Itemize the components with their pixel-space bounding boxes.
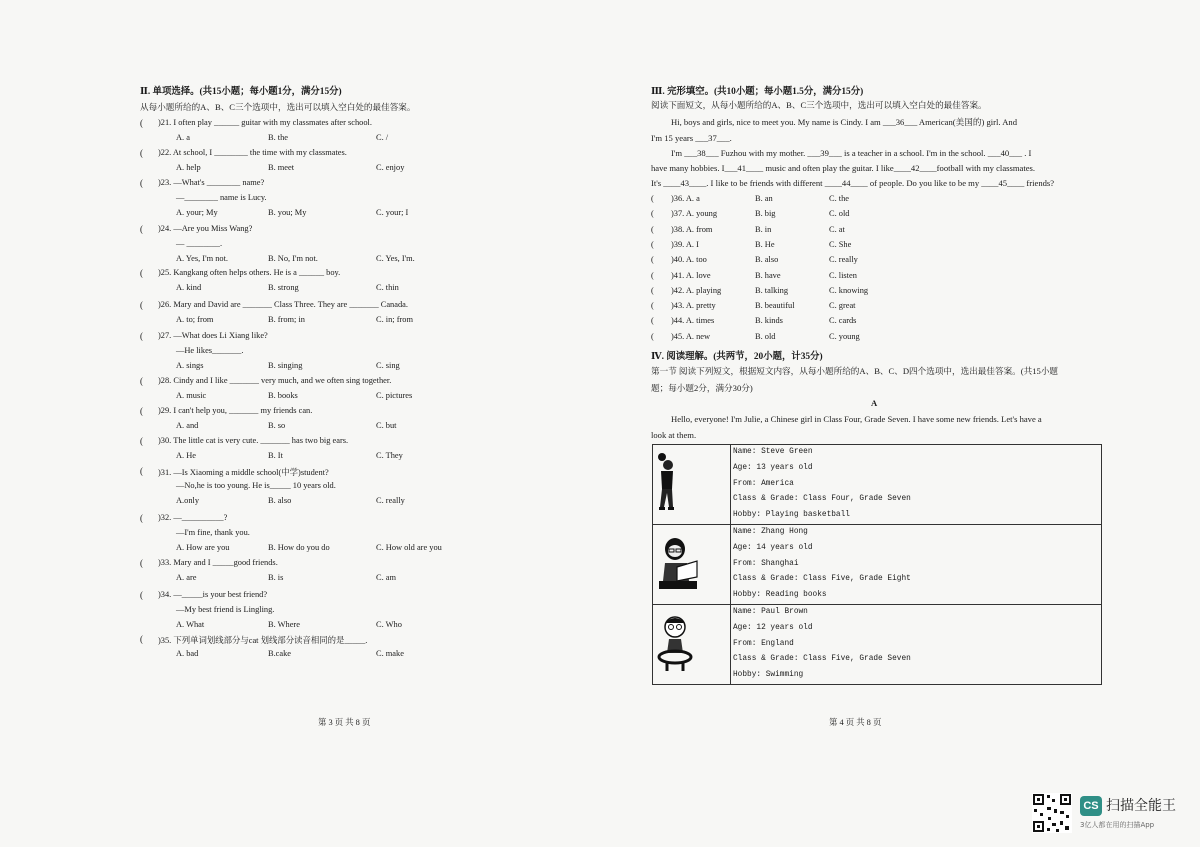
question-stem-line-2: —I'm fine, thank you. <box>176 528 250 537</box>
option-c: C. am <box>376 573 397 582</box>
passage-line-4: have many hobbies. I___41____ music and often play the guitar. I like____42____football with my classmates. <box>651 163 1036 173</box>
answer-paren[interactable]: ( <box>140 558 143 568</box>
cloze-option-b: B. also <box>755 255 779 265</box>
question-stem: )28. Cindy and I like _______ very much, and we often sing together. <box>158 376 392 385</box>
answer-paren[interactable]: ( <box>651 285 654 295</box>
profile-class: Class & Grade: Class Five, Grade Eight <box>733 575 911 584</box>
option-c: C. thin <box>376 283 399 292</box>
question-stem: )32. —__________? <box>158 513 228 522</box>
option-b: B. No, I'm not. <box>268 254 318 263</box>
cloze-option-a: )42. A. playing <box>671 285 722 295</box>
answer-paren[interactable]: ( <box>651 316 654 326</box>
answer-paren[interactable]: ( <box>140 331 143 341</box>
camscanner-name: 扫描全能王 <box>1106 798 1176 814</box>
question-stem: )31. —Is Xiaoming a middle school(中学)student? <box>158 468 329 477</box>
profiles-table <box>652 444 1102 685</box>
option-b: B. books <box>268 391 298 400</box>
profile-name: Name: Paul Brown <box>733 607 808 616</box>
question-stem: )27. —What does Li Xiang like? <box>158 331 268 340</box>
reading-intro-2: look at them. <box>651 430 697 440</box>
cloze-option-b: B. beautiful <box>755 301 795 311</box>
option-b: B. It <box>268 451 283 460</box>
option-c: C. make <box>376 649 404 658</box>
option-a: A. kind <box>176 283 202 292</box>
passage-line-2: I'm 15 years ___37___. <box>651 133 732 143</box>
reading-girl-icon <box>655 537 701 597</box>
cloze-option-b: B. an <box>755 194 773 203</box>
scanner-watermark <box>1032 793 1182 833</box>
profile-hobby: Hobby: Swimming <box>733 671 804 680</box>
passage-line-1: Hi, boys and girls, nice to meet you. My name is Cindy. I am ___36___ American(美国的) girl. And <box>671 117 1018 127</box>
cloze-option-a: )45. A. new <box>671 331 711 341</box>
option-c: C. enjoy <box>376 163 405 172</box>
answer-paren[interactable]: ( <box>651 239 654 249</box>
answer-paren[interactable]: ( <box>140 300 143 310</box>
answer-paren[interactable]: ( <box>651 224 654 234</box>
option-a: A. music <box>176 391 207 400</box>
section-3-instruction: 阅读下面短文，从每小题所给的A、B、C三个选项中，选出可以填入空白处的最佳答案。 <box>651 100 987 110</box>
swimmer-icon <box>657 613 697 675</box>
answer-paren[interactable]: ( <box>651 194 654 203</box>
reading-intro-1: Hello, everyone! I'm Julie, a Chinese girl in Class Four, Grade Seven. I have some new friends. Let's have a <box>671 414 1042 424</box>
option-c: C. sing <box>376 361 400 370</box>
option-c: C. in; from <box>376 315 413 324</box>
option-b: B. How do you do <box>268 543 330 552</box>
answer-paren[interactable]: ( <box>140 148 143 158</box>
option-a: A. help <box>176 163 201 172</box>
passage-line-5: It's ____43____. I like to be friends with different ____44____ of people. Do you like to be my ____45____ friends? <box>651 178 1055 188</box>
option-c: C. but <box>376 421 397 430</box>
question-stem: )22. At school, I ________ the time with my classmates. <box>158 148 347 157</box>
cloze-option-c: C. great <box>829 301 856 311</box>
option-c: C. How old are you <box>376 543 442 552</box>
option-a: A. How are you <box>176 543 230 552</box>
answer-paren[interactable]: ( <box>651 301 654 311</box>
option-c: C. pictures <box>376 391 413 400</box>
camscanner-tagline: 3亿人都在用的扫描App <box>1080 821 1155 829</box>
cloze-option-b: B. He <box>755 239 775 249</box>
option-b: B. also <box>268 496 292 505</box>
question-stem: )24. —Are you Miss Wang? <box>158 224 253 233</box>
qr-code-icon <box>1032 793 1072 833</box>
profile-picture-cell <box>653 445 731 525</box>
option-a: A. a <box>176 133 190 142</box>
profile-name: Name: Zhang Hong <box>733 527 808 536</box>
cloze-option-a: )37. A. young <box>671 209 718 219</box>
profile-from: From: Shanghai <box>733 559 799 568</box>
question-stem: )34. —_____is your best friend? <box>158 590 268 599</box>
question-stem: )23. —What's ________ name? <box>158 178 265 187</box>
answer-paren[interactable]: ( <box>651 270 654 280</box>
answer-paren[interactable]: ( <box>140 436 143 446</box>
profile-hobby: Hobby: Playing basketball <box>733 511 850 520</box>
cloze-option-b: B. big <box>755 209 776 219</box>
question-stem: )26. Mary and David are _______ Class Three. They are _______ Canada. <box>158 300 408 309</box>
option-b: B. meet <box>268 163 295 172</box>
option-b: B. so <box>268 421 286 430</box>
question-stem-line-2: —He likes_______. <box>176 346 244 355</box>
passage-line-3: I'm ___38___ Fuzhou with my mother. ___39___ is a teacher in a school. I'm in the school. ___40___ . I <box>671 148 1032 158</box>
cloze-option-b: B. talking <box>755 285 789 295</box>
option-b: B.cake <box>268 649 292 658</box>
basketball-player-icon <box>653 451 683 521</box>
option-a: A. He <box>176 451 197 460</box>
cloze-option-a: )43. A. pretty <box>671 301 716 311</box>
cloze-option-c: C. She <box>829 239 852 249</box>
option-a: A. are <box>176 573 197 582</box>
option-c: C. Who <box>376 620 402 629</box>
profile-picture-cell <box>653 604 731 684</box>
section-2-title: Ⅱ. 单项选择。(共15小题；每小题1分，满分15分) <box>140 87 342 97</box>
page-footer-4: 第 4 页 共 8 页 <box>829 718 882 727</box>
option-a: A. What <box>176 620 205 629</box>
option-b: B. the <box>268 133 289 142</box>
option-a: A.only <box>176 496 200 505</box>
question-stem: )25. Kangkang often helps others. He is a ______ boy. <box>158 268 341 277</box>
option-b: B. singing <box>268 361 303 370</box>
answer-paren[interactable]: ( <box>140 590 143 600</box>
answer-paren[interactable]: ( <box>651 331 654 341</box>
answer-paren[interactable]: ( <box>140 178 143 188</box>
question-stem: )33. Mary and I _____good friends. <box>158 558 278 567</box>
cloze-option-c: C. at <box>829 224 845 234</box>
option-b: B. from; in <box>268 315 305 324</box>
answer-paren[interactable]: ( <box>140 376 143 386</box>
question-stem: )21. I often play ______ guitar with my classmates after school. <box>158 118 372 127</box>
option-a: A. Yes, I'm not. <box>176 254 228 263</box>
option-a: A. and <box>176 421 199 430</box>
profile-age: Age: 12 years old <box>733 623 813 632</box>
answer-paren[interactable]: ( <box>140 268 143 278</box>
cloze-option-c: C. cards <box>829 316 857 326</box>
option-a: A. sings <box>176 361 204 370</box>
section-4-title: Ⅳ. 阅读理解。(共两节，20小题，计35分) <box>651 352 823 362</box>
answer-paren[interactable]: ( <box>140 513 143 523</box>
option-c: C. They <box>376 451 403 460</box>
profile-info-cell <box>731 604 1102 684</box>
cloze-option-a: )38. A. from <box>671 224 713 234</box>
section-4-instruction-1: 第一节 阅读下列短文，根据短文内容，从每小题所给的A、B、C、D四个选项中，选出最佳答案。(共15小题 <box>651 366 1059 376</box>
cloze-option-c: C. really <box>829 255 858 265</box>
profile-picture-cell <box>653 524 731 604</box>
option-c: C. / <box>376 133 389 142</box>
question-stem-line-2: —My best friend is Lingling. <box>176 605 275 614</box>
question-35 <box>140 634 580 694</box>
profile-class: Class & Grade: Class Four, Grade Seven <box>733 495 911 504</box>
table-row <box>653 524 1102 604</box>
question-stem: )35. 下列单词划线部分与cat 划线部分读音相同的是_____. <box>158 636 368 645</box>
cloze-option-b: B. in <box>755 224 772 234</box>
answer-paren[interactable]: ( <box>140 466 143 476</box>
question-stem-line-2: —________ name is Lucy. <box>176 193 267 202</box>
table-row <box>653 445 1102 525</box>
option-c: C. Yes, I'm. <box>376 254 415 263</box>
profile-from: From: America <box>733 479 794 488</box>
option-b: B. Where <box>268 620 300 629</box>
cloze-option-c: C. the <box>829 194 850 203</box>
profile-age: Age: 14 years old <box>733 543 813 552</box>
cloze-option-b: B. kinds <box>755 316 783 326</box>
cloze-option-a: )44. A. times <box>671 316 715 326</box>
cloze-option-a: )40. A. too <box>671 255 707 265</box>
cloze-option-c: C. young <box>829 331 860 341</box>
profile-age: Age: 13 years old <box>733 463 813 472</box>
answer-paren[interactable]: ( <box>651 255 654 265</box>
cloze-option-c: C. listen <box>829 270 857 280</box>
question-stem-line-2: — ________. <box>176 239 223 248</box>
cloze-option-c: C. knowing <box>829 285 869 295</box>
profile-from: From: England <box>733 639 794 648</box>
option-a: A. bad <box>176 649 199 658</box>
answer-paren[interactable]: ( <box>651 209 654 219</box>
profile-class: Class & Grade: Class Five, Grade Seven <box>733 655 911 664</box>
table-row <box>653 604 1102 684</box>
option-c: C. your; I <box>376 208 409 217</box>
answer-paren[interactable]: ( <box>140 634 143 644</box>
option-a: A. to; from <box>176 315 214 324</box>
passage-label: A <box>871 398 878 408</box>
camscanner-logo: CS <box>1080 796 1102 816</box>
option-b: B. is <box>268 573 284 582</box>
cloze-option-b: B. old <box>755 331 776 341</box>
cloze-option-a: )41. A. love <box>671 270 711 280</box>
profile-info-cell <box>731 524 1102 604</box>
question-stem-line-2: —No,he is too young. He is_____ 10 years old. <box>176 481 336 490</box>
option-c: C. really <box>376 496 405 505</box>
cloze-option-a: )36. A. a <box>671 194 700 203</box>
answer-paren[interactable]: ( <box>140 406 143 416</box>
option-b: B. you; My <box>268 208 307 217</box>
section-4-instruction-2: 题；每小题2分，满分30分) <box>651 383 753 393</box>
option-b: B. strong <box>268 283 299 292</box>
cloze-option-c: C. old <box>829 209 850 219</box>
cloze-option-a: )39. A. I <box>671 239 699 249</box>
profile-info-cell <box>731 445 1102 525</box>
profile-name: Name: Steve Green <box>733 448 813 456</box>
question-stem: )29. I can't help you, _______ my friends can. <box>158 406 313 415</box>
profile-hobby: Hobby: Reading books <box>733 591 827 600</box>
option-a: A. your; My <box>176 208 218 217</box>
page-footer-3: 第 3 页 共 8 页 <box>318 718 371 727</box>
question-stem: )30. The little cat is very cute. _______ has two big ears. <box>158 436 349 445</box>
answer-paren[interactable]: ( <box>140 118 143 128</box>
cloze-option-b: B. have <box>755 270 781 280</box>
section-2-instruction: 从每小题所给的A、B、C三个选项中，选出可以填入空白处的最佳答案。 <box>140 102 416 112</box>
section-3-title: Ⅲ. 完形填空。(共10小题；每小题1.5分，满分15分) <box>651 87 864 97</box>
answer-paren[interactable]: ( <box>140 224 143 234</box>
